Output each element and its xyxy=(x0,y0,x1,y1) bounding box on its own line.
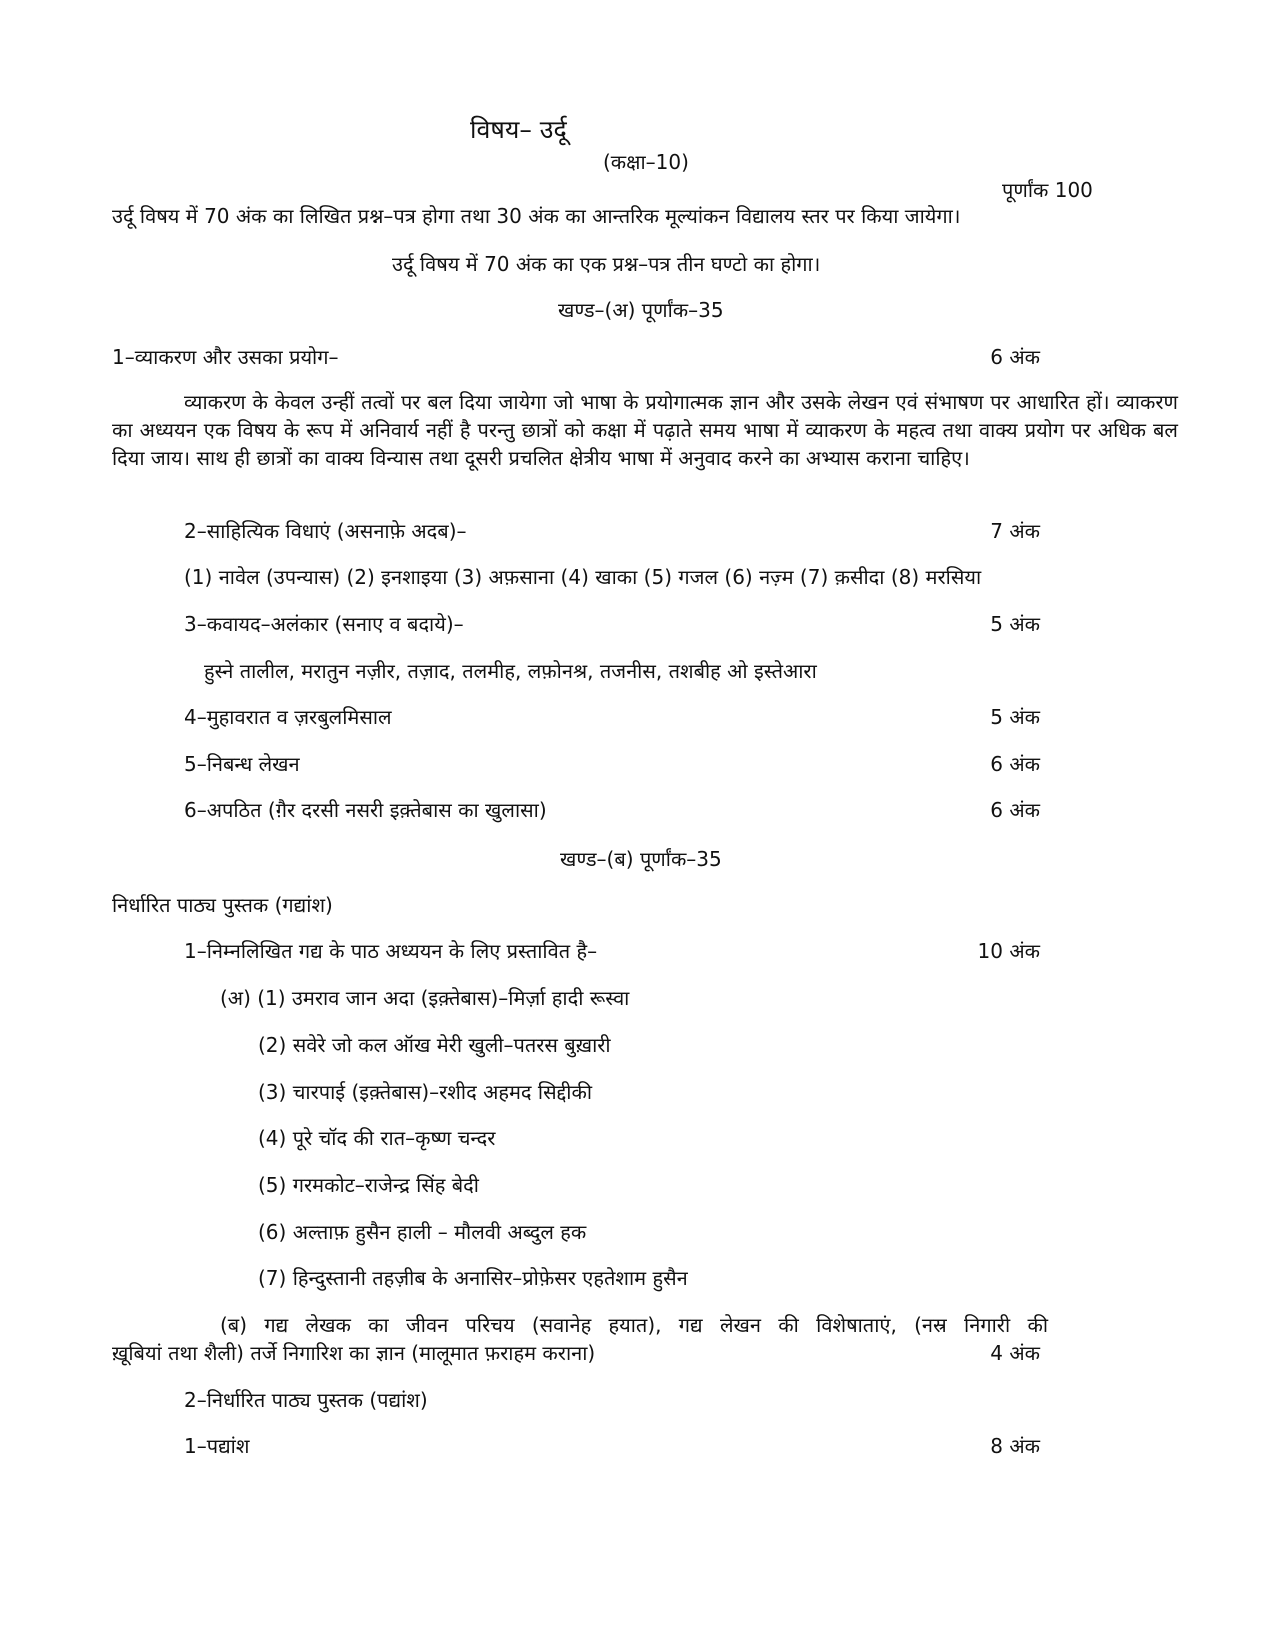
q1-paragraph: व्याकरण के केवल उन्हीं तत्वों पर बल दिया जायेगा जो भाषा के प्रयोगात्मक ज्ञान और उसके लेखन एवं संभाषण पर आधारित हों। व्याकरण का अध्ययन एक विषय के रूप में अनिवार्य नहीं है परन्तु छात्रों को कक्षा में पढ़ाते समय भाषा में व्याकरण के महत्व तथा वाक्य प्रयोग पर अधिक बल दिया जाय। साथ ही छात्रों का वाक्य विन्यास तथा दूसरी प्रचलित क्षेत्रीय भाषा में अनुवाद करने का अभ्यास कराना चाहिए। xyxy=(112,390,1178,470)
b3-title: 1–पद्यांश xyxy=(184,1434,250,1458)
b-note-line-2: ख़ूबियां तथा शैली) तर्जे निगारिश का ज्ञान (मालूमात फ़राहम कराना) xyxy=(112,1341,596,1365)
b2-title: 2–निर्धारित पाठ्य पुस्तक (पद्यांश) xyxy=(184,1388,428,1412)
q2-list: (1) नावेल (उपन्यास) (2) इनशाइया (3) अफ़साना (4) खाका (5) गजल (6) नज़्म (7) क़सीदा (8) मरसिया xyxy=(184,565,982,589)
q2-title: 2–साहित्यिक विधाएं (असनाफ़े अदब)– xyxy=(184,519,467,543)
q4-marks: 5 अंक xyxy=(990,705,1040,729)
q3-title: 3–कवायद–अलंकार (सनाए व बदाये)– xyxy=(184,612,464,636)
q5-title: 5–निबन्ध लेखन xyxy=(184,752,300,776)
b-note-marks: 4 अंक xyxy=(990,1341,1040,1365)
q5-marks: 6 अंक xyxy=(990,752,1040,776)
lesson-item: (2) सवेरे जो कल ऑख मेरी खुली–पतरस बुख़ारी xyxy=(258,1033,611,1057)
intro-line-1: उर्दू विषय में 70 अंक का लिखित प्रश्न–पत्र होगा तथा 30 अंक का आन्तरिक मूल्यांकन विद्यालय स्तर पर किया जायेगा। xyxy=(112,204,961,228)
full-marks: पूर्णांक 100 xyxy=(1002,178,1093,202)
q1-marks: 6 अंक xyxy=(990,345,1040,369)
lesson-item: (6) अल्ताफ़ हुसैन हाली – मौलवी अब्दुल हक xyxy=(258,1220,587,1244)
q6-marks: 6 अंक xyxy=(990,798,1040,822)
lesson-item: (अ) (1) उमराव जान अदा (इक़्तेबास)–मिर्ज़ा हादी रूस्वा xyxy=(220,986,630,1010)
lesson-item: (7) हिन्दुस्तानी तहज़ीब के अनासिर–प्रोफ़ेसर एहतेशाम हुसैन xyxy=(258,1266,688,1290)
b1-marks: 10 अंक xyxy=(977,939,1040,963)
q3-marks: 5 अंक xyxy=(990,612,1040,636)
intro-line-2: उर्दू विषय में 70 अंक का एक प्रश्न–पत्र तीन घण्टो का होगा। xyxy=(392,252,821,276)
lesson-item: (3) चारपाई (इक़्तेबास)–रशीद अहमद सिद्दीकी xyxy=(258,1080,593,1104)
b1-title: 1–निम्नलिखित गद्य के पाठ अध्ययन के लिए प्रस्तावित है– xyxy=(184,939,598,963)
q3-list: हुस्ने तालील, मरातुन नज़ीर, तज़ाद, तलमीह, लफ़ोनश्र, तजनीस, तशबीह ओ इस्तेआरा xyxy=(204,659,817,683)
b3-marks: 8 अंक xyxy=(990,1434,1040,1458)
q4-title: 4–मुहावरात व ज़रबुलमिसाल xyxy=(184,705,392,729)
section-b-heading: खण्ड–(ब) पूर्णांक–35 xyxy=(560,847,722,871)
q2-marks: 7 अंक xyxy=(990,519,1040,543)
prose-book-title: निर्धारित पाठ्य पुस्तक (गद्यांश) xyxy=(112,893,333,917)
q6-title: 6–अपठित (ग़ैर दरसी नसरी इक़्तेबास का खुलासा) xyxy=(184,798,547,822)
b-note-line-1: (ब) गद्य लेखक का जीवन परिचय (सवानेह हयात), गद्य लेखन की विशेषाताएं, (नस्र निगारी की xyxy=(220,1313,1048,1337)
lesson-item: (4) पूरे चॉद की रात–कृष्ण चन्दर xyxy=(258,1126,496,1150)
subject-title: विषय– उर्दू xyxy=(470,115,567,144)
section-a-heading: खण्ड–(अ) पूर्णांक–35 xyxy=(558,298,724,322)
lesson-item: (5) गरमकोट–राजेन्द्र सिंह बेदी xyxy=(258,1173,479,1197)
class-label: (कक्षा–10) xyxy=(603,150,689,174)
q1-title: 1–व्याकरण और उसका प्रयोग– xyxy=(112,345,339,369)
